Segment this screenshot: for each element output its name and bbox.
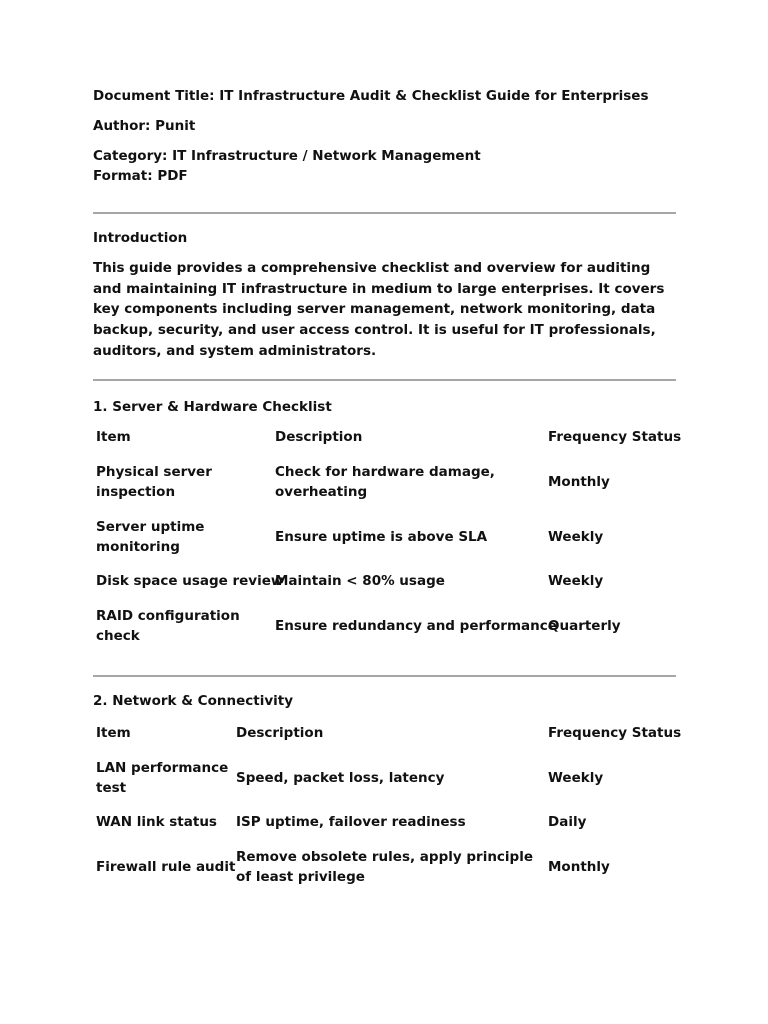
description-cell: ISP uptime, failover readiness (236, 814, 466, 831)
table-header-row (93, 722, 676, 746)
item-cell: Firewall rule audit (96, 858, 236, 875)
item-cell: WAN link status (96, 814, 217, 831)
frequency-cell: Weekly (548, 528, 604, 545)
server-hardware-table (93, 426, 682, 649)
frequency-cell: Quarterly (548, 617, 621, 634)
column-header-item: Item (96, 429, 131, 446)
table-row (93, 604, 676, 649)
description-cell: Speed, packet loss, latency (236, 769, 445, 786)
section2-heading: 2. Network & Connectivity (93, 692, 294, 709)
table-row (93, 811, 676, 835)
item-cell: Physical server inspection (96, 463, 212, 501)
frequency-cell: Monthly (548, 858, 610, 875)
column-header-description: Description (275, 429, 363, 446)
item-cell: Disk space usage review (96, 573, 284, 590)
document-content (93, 86, 682, 890)
network-connectivity-table (93, 722, 682, 890)
intro-paragraph: This guide provides a comprehensive checklist and overview for auditing and maintaining IT infrastructure in medium to large enterprises. It covers key components including server management, network monitoring, data backup, security, and user access control. It is useful for IT professionals, auditors, and system administrators. (93, 260, 665, 359)
item-cell: Server uptime monitoring (96, 518, 205, 556)
frequency-cell: Daily (548, 814, 587, 831)
description-cell: Maintain < 80% usage (275, 573, 445, 590)
table-row (93, 845, 676, 890)
description-cell: Ensure uptime is above SLA (275, 528, 488, 545)
document-format: Format: PDF (93, 168, 188, 184)
divider (93, 379, 676, 381)
table-row (93, 570, 676, 594)
item-cell: RAID configuration check (96, 607, 240, 645)
column-header-frequency: Frequency Status (548, 725, 682, 742)
column-header-item: Item (96, 725, 131, 742)
description-cell: Ensure redundancy and performance (275, 617, 557, 634)
intro-heading: Introduction (93, 230, 188, 246)
frequency-cell: Weekly (548, 573, 604, 590)
document-title: Document Title: IT Infrastructure Audit & Checklist Guide for Enterprises (93, 88, 649, 104)
section1-heading: 1. Server & Hardware Checklist (93, 398, 332, 415)
frequency-cell: Weekly (548, 769, 604, 786)
column-header-description: Description (236, 725, 324, 742)
item-cell: LAN performance test (96, 759, 229, 797)
description-cell: Remove obsolete rules, apply principle of least privilege (236, 848, 534, 886)
document-category: Category: IT Infrastructure / Network Management (93, 148, 481, 164)
table-row (93, 756, 676, 801)
table-row (93, 515, 676, 560)
column-header-frequency: Frequency Status (548, 429, 682, 446)
divider (93, 675, 676, 677)
divider (93, 212, 676, 214)
document-author: Author: Punit (93, 118, 196, 134)
table-row (93, 460, 676, 505)
table-header-row (93, 426, 676, 450)
frequency-cell: Monthly (548, 473, 610, 490)
description-cell: Check for hardware damage, overheating (275, 463, 495, 501)
